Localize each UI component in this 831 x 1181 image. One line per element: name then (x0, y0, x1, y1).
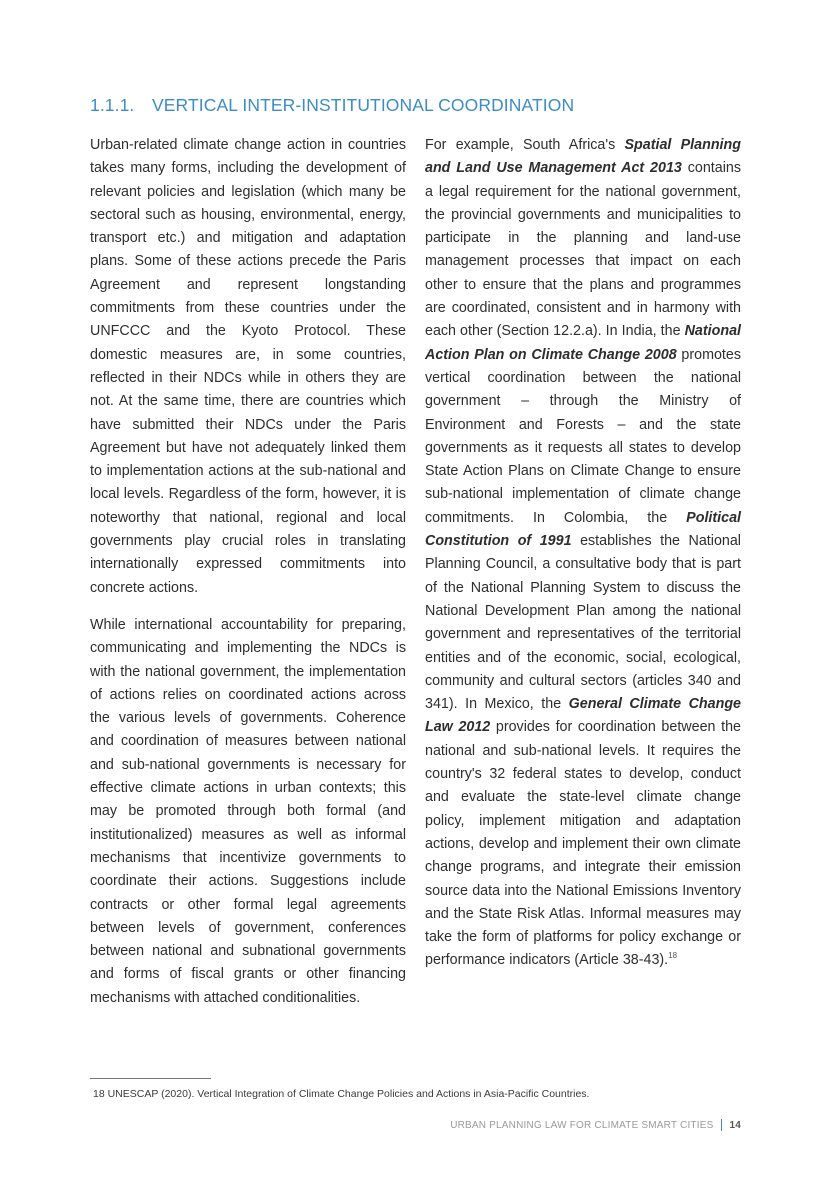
law-reference: Spatial Planning and Land Use Management Act 2013 (425, 137, 742, 177)
right-column (425, 134, 741, 987)
body-text: promotes vertical coordination between the national government – through the Ministry of Environment and Forests – and the state governments as it requests all states to develop State Action Plans on Climate Change to ensure sub-national implementation of climate change commitments. In Colombia, the (425, 346, 741, 526)
section-title: VERTICAL INTER-INSTITUTIONAL COORDINATION (152, 95, 575, 115)
page-number: 14 (729, 1119, 741, 1131)
left-column (90, 134, 406, 1024)
law-reference: General Climate Change Law 2012 (425, 696, 741, 736)
body-text: For example, South Africa's (425, 137, 625, 153)
footer-title: URBAN PLANNING LAW FOR CLIMATE SMART CITIES (450, 1119, 714, 1131)
body-paragraph (425, 134, 741, 973)
page-footer (450, 1119, 741, 1131)
footnote: 18 UNESCAP (2020). Vertical Integration of Climate Change Policies and Actions in Asia-Pacific Countries. (93, 1088, 590, 1100)
body-text: establishes the National Planning Council, a consultative body that is part of the National Planning System to discuss the National Development Plan among the national government and representatives of the territorial entities and of the economic, social, ecological, community and cultural sectors (articles 340 and 341). In Mexico, the (425, 533, 741, 713)
body-text: contains a legal requirement for the national government, the provincial governments and municipalities to participate in the planning and land-use management processes that impact on each other to ensure that the plans and programmes are coordinated, consistent and in harmony with each other (Section 12.2.a). In India, the (425, 160, 741, 340)
footer-separator (721, 1119, 722, 1131)
law-reference: Political Constitution of 1991 (425, 509, 741, 550)
law-reference: National Action Plan on Climate Change 2008 (425, 323, 741, 363)
section-number: 1.1.1. (90, 95, 135, 115)
section-heading (90, 95, 574, 116)
footnote-reference[interactable]: 18 (668, 951, 678, 961)
footnote-divider (90, 1078, 211, 1079)
body-paragraph: While international accountability for preparing, communicating and implementing the NDCs is with the national government, the implementation of actions relies on coordinated actions across the various levels of governments. Coherence and coordination of measures between national and sub-national governments is necessary for effective climate actions in urban contexts; this may be promoted through both formal (and institutionalized) measures as well as informal mechanisms that incentivize governments to coordinate their actions. Suggestions include contracts or other formal legal agreements between levels of government, conferences between national and subnational governments and forms of fiscal grants or other financing mechanisms with attached conditionalities. (90, 616, 406, 1006)
body-text: provides for coordination between the national and sub-national levels. It requires the country's 32 federal states to develop, conduct and evaluate the state-level climate change policy, implement mitigation and adaptation actions, develop and implement their own climate change programs, and integrate their emission source data into the National Emissions Inventory and the State Risk Atlas. Informal measures may take the form of platforms for policy exchange or performance indicators (Article 38-43). (425, 719, 741, 969)
body-paragraph: Urban-related climate change action in countries takes many forms, including the development of relevant policies and legislation (which many be sectoral such as housing, environmental, energy, transport etc.) and mitigation and adaptation plans. Some of these actions precede the Paris Agreement and represent longstanding commitments from these countries under the UNFCCC and the Kyoto Protocol. These domestic measures are, in some countries, reflected in their NDCs while in others they are not. At the same time, there are countries which have submitted their NDCs under the Paris Agreement but have not adequately linked them to implementation actions at the sub-national and local levels. Regardless of the form, however, it is noteworthy that national, regional and local governments play crucial roles in translating internationally expressed commitments into concrete actions. (90, 137, 406, 596)
